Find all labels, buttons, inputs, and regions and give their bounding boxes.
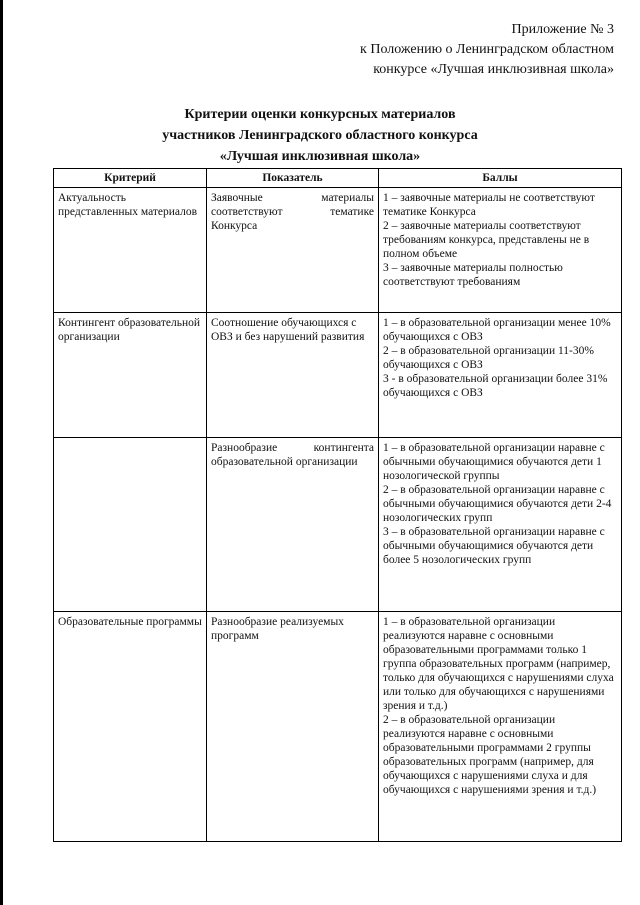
score-item: 2 – в образовательной организации наравне с обычными обучающимися обучаются дети 2-4 нозологических групп	[383, 484, 612, 524]
column-header-scores: Баллы	[379, 169, 622, 188]
table-row	[54, 612, 622, 842]
document-title	[0, 104, 640, 167]
score-item: 3 – в образовательной организации наравне с обычными обучающимися обучаются дети более 5 нозологических групп	[383, 526, 605, 566]
title-line: участников Ленинградского областного конкурса	[162, 128, 478, 143]
scores-cell	[379, 438, 622, 612]
criterion-cell: Контингент образовательной организации	[54, 313, 207, 438]
criterion-cell: Образовательные программы	[54, 612, 207, 842]
appendix-line: к Положению о Ленинградском областном	[360, 42, 614, 57]
appendix-line: Приложение № 3	[511, 22, 614, 37]
score-item: 1 – в образовательной организации менее 10% обучающихся с ОВЗ	[383, 317, 611, 343]
score-item: 1 – в образовательной организации реализуются наравне с основными образовательными программами только 1 группа образовательных программ (например, только для обучающихся с нарушениями слуха или только для обучающихся с нарушениями зрения и т.д.)	[383, 616, 614, 712]
score-item: 2 – в образовательной организации реализуются наравне с основными образовательными программами 2 группы образовательных программ (например, для обучающихся с нарушениями слуха и для обучающихся с нарушениями зрения и т.д.)	[383, 714, 597, 796]
score-item: 1 – заявочные материалы не соответствуют тематике Конкурса	[383, 192, 595, 218]
table-row	[54, 313, 622, 438]
score-item: 2 – в образовательной организации 11-30% обучающихся с ОВЗ	[383, 345, 594, 371]
scores-cell	[379, 188, 622, 313]
score-item: 2 – заявочные материалы соответствуют требованиям конкурса, представлены не в полном объеме	[383, 220, 590, 260]
indicator-cell: Разнообразие контингента образовательной организации	[207, 438, 379, 612]
indicator-cell: Соотношение обучающихся с ОВЗ и без нарушений развития	[207, 313, 379, 438]
criterion-cell	[54, 438, 207, 612]
indicator-cell: Заявочные материалы соответствуют тематике Конкурса	[207, 188, 379, 313]
indicator-cell: Разнообразие реализуемых программ	[207, 612, 379, 842]
scores-cell	[379, 313, 622, 438]
score-item: 3 - в образовательной организации более 31% обучающихся с ОВЗ	[383, 373, 608, 399]
appendix-note	[360, 20, 614, 80]
appendix-line: конкурсе «Лучшая инклюзивная школа»	[373, 62, 614, 77]
table-row	[54, 188, 622, 313]
title-line: Критерии оценки конкурсных материалов	[184, 107, 456, 122]
criteria-table	[53, 168, 622, 842]
scores-cell	[379, 612, 622, 842]
score-item: 1 – в образовательной организации наравне с обычными обучающимися обучаются дети 1 нозологической группы	[383, 442, 605, 482]
title-line: «Лучшая инклюзивная школа»	[219, 149, 421, 164]
table-row	[54, 438, 622, 612]
column-header-criterion: Критерий	[54, 169, 207, 188]
criterion-cell: Актуальность представленных материалов	[54, 188, 207, 313]
score-item: 3 – заявочные материалы полностью соответствуют требованиям	[383, 262, 563, 288]
table-header-row	[54, 169, 622, 188]
column-header-indicator: Показатель	[207, 169, 379, 188]
